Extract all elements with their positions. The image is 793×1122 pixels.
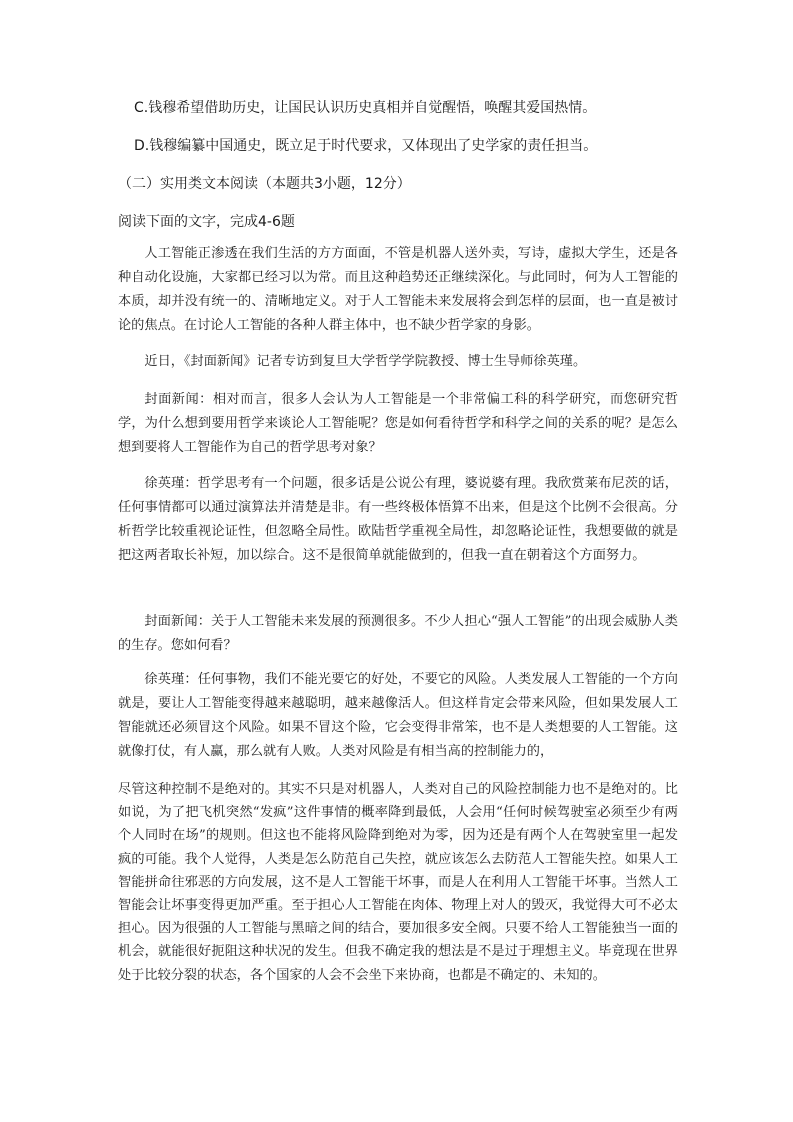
section-title: （二）实用类文本阅读（本题共3小题，12分） xyxy=(118,176,411,192)
paragraph-question-2: 封面新闻：关于人工智能未来发展的预测很多。不少人担心“强人工智能”的出现会威胁人类的生存。您如何看？ xyxy=(118,614,678,653)
paragraph-answer-1: 徐英瑾：哲学思考有一个问题，很多话是公说公有理，婆说婆有理。我欣赏莱布尼茨的话，任何事情都可以通过演算法并清楚是非。有一些终极体悟算不出来，但是这个比例不会很高。分析哲学比较重视论证性，但忽略全局性。欧陆哲学重视全局性，却忽略论证性，我想要做的就是把这两者取长补短，加以综合。这不是很简单就能做到的，但我一直在朝着这个方面努力。 xyxy=(118,476,678,563)
paragraph-answer-2: 徐英瑾：任何事物，我们不能光要它的好处，不要它的风险。人类发展人工智能的一个方向就是，要让人工智能变得越来越聪明，越来越像活人。但这样肯定会带来风险，但如果发展人工智能就还必须冒这个风险。如果不冒这个险，它会变得非常笨，也不是人类想要的人工智能。这就像打仗，有人赢，那么就有人败。人类对风险是有相当高的控制能力的， xyxy=(118,672,678,759)
section-instruction: 阅读下面的文字，完成4-6题 xyxy=(118,214,295,230)
paragraph-intro: 人工智能正渗透在我们生活的方方面面，不管是机器人送外卖，写诗，虚拟大学生，还是各种自动化设施，大家都已经习以为常。而且这种趋势还正继续深化。与此同时，何为人工智能的本质，却并没有统一的、清晰地定义。对于人工智能未来发展将会到怎样的层面，也一直是被讨论的焦点。在讨论人工智能的各种人群主体中，也不缺少哲学家的身影。 xyxy=(118,246,678,333)
paragraph-question-1: 封面新闻：相对而言，很多人会认为人工智能是一个非常偏工科的科学研究，而您研究哲学，为什么想到要用哲学来谈论人工智能呢？您是如何看待哲学和科学之间的关系的呢？是怎么想到要将人工智能作为自己的哲学思考对象？ xyxy=(118,392,678,455)
paragraph-interview-intro: 近日，《封面新闻》记者专访到复旦大学哲学学院教授、博士生导师徐英瑾。 xyxy=(144,354,587,369)
option-d: D.钱穆编纂中国通史，既立足于时代要求，又体现出了史学家的责任担当。 xyxy=(134,138,598,154)
option-c: C.钱穆希望借助历史，让国民认识历史真相并自觉醒悟，唤醒其爱国热情。 xyxy=(134,100,597,116)
paragraph-answer-2-continued: 尽管这种控制不是绝对的。其实不只是对机器人，人类对自己的风险控制能力也不是绝对的。比如说，为了把飞机突然“发疯”这件事情的概率降到最低，人会用“任何时候驾驶室必须至少有两个人同时在场”的规则。但这也不能将风险降到绝对为零，因为还是有两个人在驾驶室里一起发疯的可能。我个人觉得，人类是怎么防范自己失控，就应该怎么去防范人工智能失控。如果人工智能拼命往邪恶的方向发展，这不是人工智能干坏事，而是人在利用人工智能干坏事。当然人工智能会让坏事变得更加严重。至于担心人工智能在肉体、物理上对人的毁灭，我觉得大可不必太担心。因为很强的人工智能与黑暗之间的结合，要加很多安全阀。只要不给人工智能独当一面的机会，就能很好扼阻这种状况的发生。但我不确定我的想法是不是过于理想主义。毕竟现在世界处于比较分裂的状态，各个国家的人会不会坐下来协商，也都是不确定的、未知的。 xyxy=(118,782,678,983)
